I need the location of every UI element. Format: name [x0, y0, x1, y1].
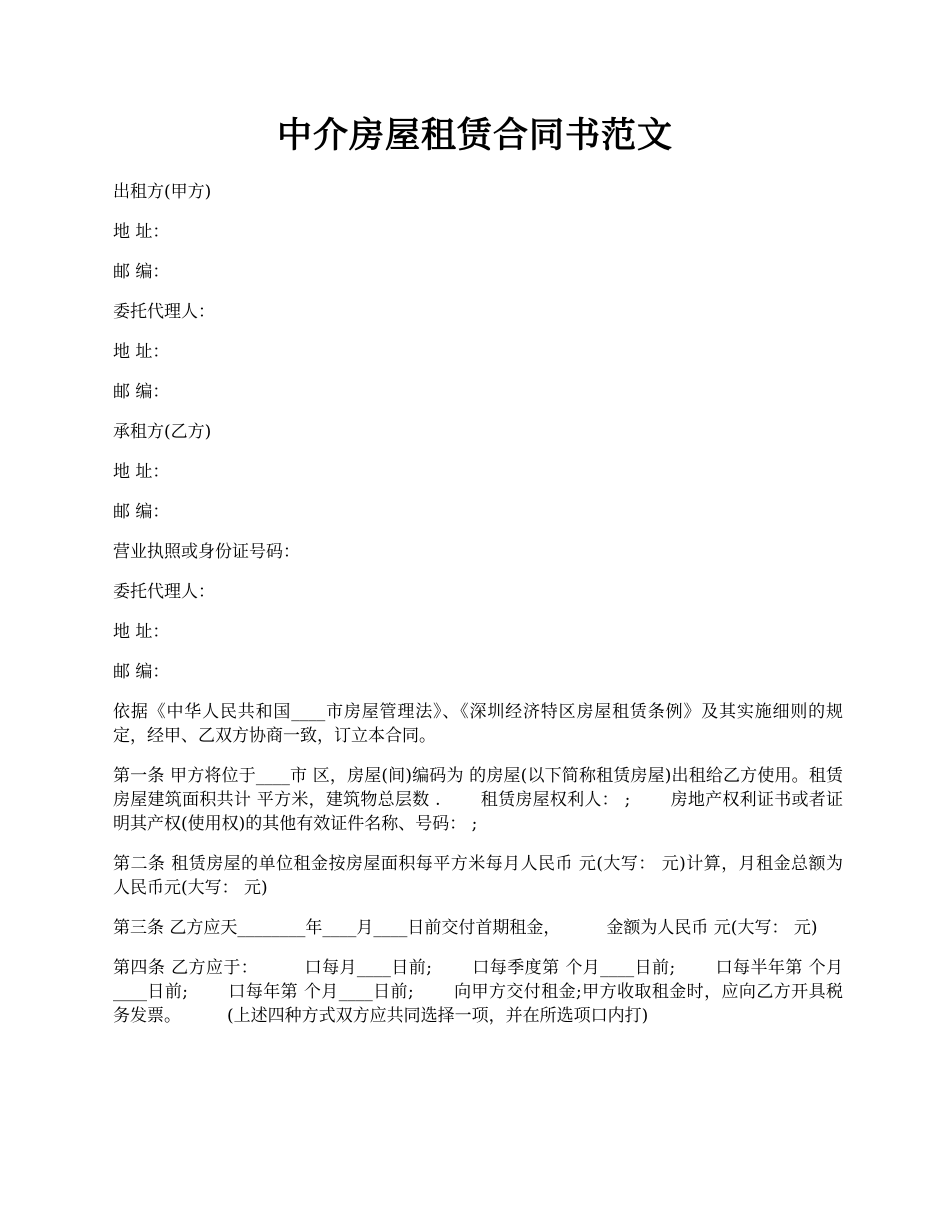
article-4	[113, 956, 843, 1028]
lessee-postcode-field: 邮 编：	[113, 502, 170, 522]
lessee-agent-postcode-field: 邮 编：	[113, 662, 170, 682]
article-3	[113, 916, 843, 940]
article-3-amount: 金额为人民币 元(大写： 元)	[606, 918, 818, 938]
option-yearly: 口每年第 个月____日前;	[227, 982, 414, 1002]
article-2: 第二条 租赁房屋的单位租金按房屋面积每平方米每月人民币 元(大写： 元)计算，月租金总额为 人民币元(大写： 元)	[113, 854, 843, 898]
option-quarterly: 口每季度第 个月____日前;	[471, 958, 676, 978]
lessee-address-field: 地 址：	[113, 462, 170, 482]
article-4-note: (上述四种方式双方应共同选择一项，并在所选项口内打)	[227, 1006, 649, 1026]
article-1-owner: 租赁房屋权利人： ;	[480, 790, 631, 810]
lessee-agent-address-field: 地 址：	[113, 622, 170, 642]
lessor-postcode-field: 邮 编：	[113, 262, 170, 282]
lessor-agent-postcode-field: 邮 编：	[113, 382, 170, 402]
lessee-agent-field: 委托代理人：	[113, 582, 215, 602]
lessor-label: 出租方(甲方)	[113, 182, 212, 202]
lessor-agent-field: 委托代理人：	[113, 302, 215, 322]
lessor-address-field: 地 址：	[113, 222, 170, 242]
article-4-payment: 向甲方交付租金;甲方收取租金时，应向乙方开具税务发票。	[113, 982, 843, 1026]
article-1-certificate: 房地产权利证书或者证明其产权(使用权)的其他有效证件名称、号码： ;	[113, 790, 843, 834]
article-1	[113, 764, 843, 836]
document-title: 中介房屋租赁合同书范文	[276, 115, 673, 156]
basis-paragraph: 依据《中华人民共和国____市房屋管理法》、《深圳经济特区房屋租赁条例》及其实施细则的规定，经甲、乙双方协商一致，订立本合同。	[113, 702, 843, 746]
article-1-text: 第一条 甲方将位于____市 区，房屋(间)编码为 的房屋(以下简称租赁房屋)出租给乙方使用。租赁房屋建筑面积共计 平方米，建筑物总层数 .	[113, 766, 843, 810]
option-monthly: 口每月____日前;	[304, 958, 432, 978]
document-body	[113, 180, 843, 1044]
lessee-license-field: 营业执照或身份证号码：	[113, 542, 300, 562]
article-3-text: 第三条 乙方应天________年____月____日前交付首期租金，	[113, 918, 561, 938]
lessor-agent-address-field: 地 址：	[113, 342, 170, 362]
lessee-label: 承租方(乙方)	[113, 422, 212, 442]
option-half-yearly: 口每半年第 个月____日前;	[113, 958, 844, 1002]
article-4-text: 第四条 乙方应于：	[113, 958, 259, 978]
